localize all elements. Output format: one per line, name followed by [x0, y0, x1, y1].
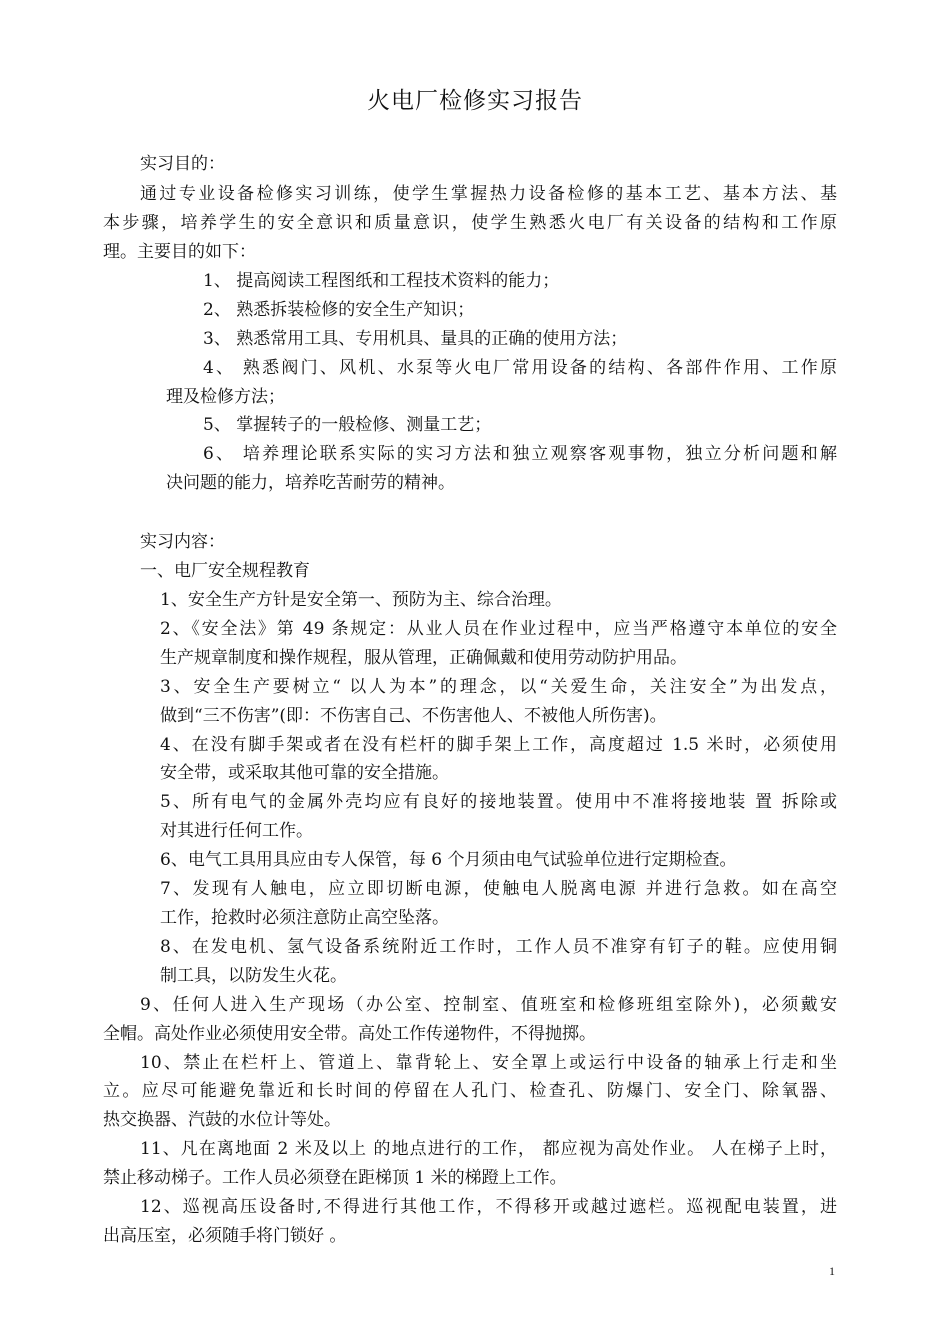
body-line: 理。主要目的如下： — [103, 242, 256, 262]
body-line: 一、电厂安全规程教育 — [140, 561, 310, 581]
body-line: 做到“三不伤害”(即：不伤害自己、不伤害他人、不被他人所伤害)。 — [160, 706, 667, 726]
body-line: 7、发现有人触电，应立即切断电源，使触电人脱离电源 并进行急救。如在高空 — [160, 879, 837, 899]
body-line: 对其进行任何工作。 — [160, 821, 313, 841]
body-line: 立。应尽可能避免靠近和长时间的停留在人孔门、检查孔、防爆门、安全门、除氧器、 — [103, 1081, 837, 1101]
body-line: 生产规章制度和操作规程，服从管理，正确佩戴和使用劳动防护用品。 — [160, 648, 687, 668]
body-line: 5、所有电气的金属外壳均应有良好的接地装置。使用中不准将接地装 置 拆除或 — [160, 792, 837, 812]
body-line: 8、在发电机、氢气设备系统附近工作时，工作人员不准穿有钉子的鞋。应使用铜 — [160, 937, 837, 957]
body-line: 2、 熟悉拆装检修的安全生产知识； — [203, 300, 475, 320]
body-line: 禁止移动梯子。工作人员必须登在距梯顶 1 米的梯蹬上工作。 — [103, 1168, 567, 1188]
body-line: 工作，抢救时必须注意防止高空坠落。 — [160, 908, 449, 928]
body-line: 3、 熟悉常用工具、专用机具、量具的正确的使用方法； — [203, 329, 628, 349]
body-line: 制工具，以防发生火花。 — [160, 966, 347, 986]
body-line: 3、安全生产要树立“ 以人为本”的理念，以“关爱生命，关注安全”为出发点， — [160, 677, 837, 697]
page-number: 1 — [829, 1264, 835, 1278]
body-line: 2、《安全法》第 49 条规定：从业人员在作业过程中，应当严格遵守本单位的安全 — [160, 619, 837, 639]
body-line: 6、 培养理论联系实际的实习方法和独立观察客观事物，独立分析问题和解 — [203, 444, 837, 464]
body-line: 实习内容： — [140, 532, 225, 552]
body-line: 10、禁止在栏杆上、管道上、靠背轮上、安全罩上或运行中设备的轴承上行走和坐 — [140, 1053, 837, 1073]
body-line: 4、在没有脚手架或者在没有栏杆的脚手架上工作，高度超过 1.5 米时，必须使用 — [160, 735, 837, 755]
body-line: 9、任何人进入生产现场（办公室、控制室、值班室和检修班组室除外)，必须戴安 — [140, 995, 837, 1015]
body-line: 安全带，或采取其他可靠的安全措施。 — [160, 763, 449, 783]
body-line: 1、 提高阅读工程图纸和工程技术资料的能力； — [203, 271, 560, 291]
body-line: 11、凡在离地面 2 米及以上 的地点进行的工作， 都应视为高处作业。 人在梯子上时， — [140, 1139, 837, 1159]
body-line: 决问题的能力，培养吃苦耐劳的精神。 — [166, 473, 455, 493]
body-line: 理及检修方法； — [166, 387, 285, 407]
body-line: 1、安全生产方针是安全第一、预防为主、综合治理。 — [160, 590, 562, 610]
body-line: 全帽。高处作业必须使用安全带。高处工作传递物件，不得抛掷。 — [103, 1024, 596, 1044]
body-line: 4、 熟悉阀门、风机、水泵等火电厂常用设备的结构、各部件作用、工作原 — [203, 358, 837, 378]
body-line: 实习目的： — [140, 154, 225, 174]
body-line: 6、电气工具用具应由专人保管，每 6 个月须由电气试验单位进行定期检查。 — [160, 850, 737, 870]
body-line: 出高压室，必须随手将门锁好 。 — [103, 1226, 347, 1246]
body-line: 热交换器、汽鼓的水位计等处。 — [103, 1110, 341, 1130]
body-line: 通过专业设备检修实习训练，使学生掌握热力设备检修的基本工艺、基本方法、基 — [140, 184, 837, 204]
body-line: 本步骤，培养学生的安全意识和质量意识，使学生熟悉火电厂有关设备的结构和工作原 — [103, 213, 837, 233]
document-title: 火电厂检修实习报告 — [367, 88, 583, 114]
body-line: 5、 掌握转子的一般检修、测量工艺； — [203, 415, 492, 435]
body-line: 12、巡视高压设备时,不得进行其他工作，不得移开或越过遮栏。巡视配电装置，进 — [140, 1197, 837, 1217]
